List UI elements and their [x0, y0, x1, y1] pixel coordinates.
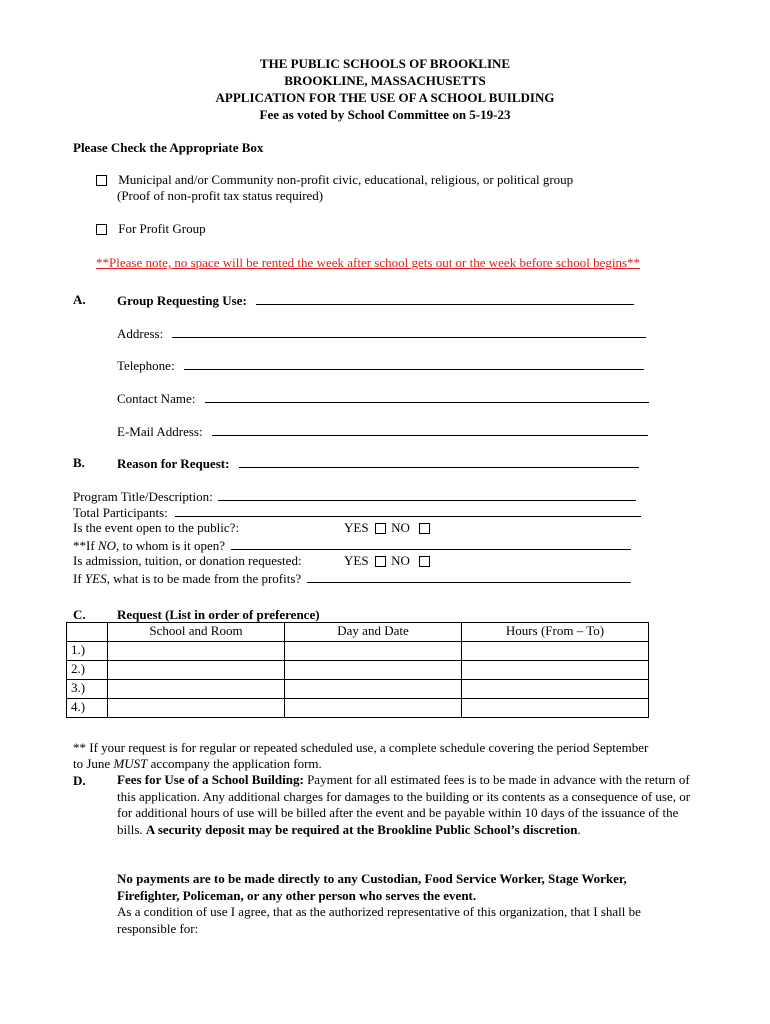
nonprofit-label: Municipal and/or Community non-profit civic, educational, religious, or political group: [118, 172, 574, 187]
admission-choices: [344, 553, 430, 569]
school-room-cell[interactable]: [108, 642, 285, 661]
open-yes-checkbox[interactable]: [375, 523, 386, 534]
title-line-4: Fee as voted by School Committee on 5-19-23: [259, 107, 511, 122]
schedule-note-prefix: to June: [73, 756, 114, 771]
title-line-3: APPLICATION FOR THE USE OF A SCHOOL BUILDING: [215, 90, 555, 105]
program-row: [73, 488, 636, 505]
school-room-cell[interactable]: [108, 699, 285, 718]
address-label: Address:: [117, 326, 164, 341]
if-yes-row: [73, 570, 631, 587]
forprofit-checkbox[interactable]: [96, 224, 107, 235]
reason-row: [117, 455, 639, 472]
title-line-2: BROOKLINE, MASSACHUSETTS: [284, 73, 486, 88]
rental-notice: **Please note, no space will be rented the week after school gets out or the week before school begins**: [96, 255, 641, 270]
schedule-note-suffix: accompany the application form.: [147, 756, 322, 771]
schedule-note-line-2: [73, 756, 322, 772]
day-date-cell[interactable]: [285, 642, 462, 661]
open-yes-label: YES: [344, 520, 369, 535]
email-row: [117, 423, 648, 440]
day-date-cell[interactable]: [285, 680, 462, 699]
admission-no-checkbox[interactable]: [419, 556, 430, 567]
schedule-note-emphasis: MUST: [113, 756, 148, 771]
hours-cell[interactable]: [462, 642, 649, 661]
hours-cell[interactable]: [462, 699, 649, 718]
header-school-room: School and Room: [108, 623, 285, 642]
nonprofit-checkbox[interactable]: [96, 175, 107, 186]
email-label: E-Mail Address:: [117, 424, 203, 439]
reason-label: Reason for Request:: [117, 456, 230, 471]
option-nonprofit: [96, 172, 573, 188]
header-hours: Hours (From – To): [462, 623, 649, 642]
if-no-prefix: **If: [73, 538, 98, 553]
section-b-letter: B.: [73, 455, 85, 470]
deposit-text: A security deposit may be required at the Brookline Public School’s discretion: [145, 821, 578, 837]
telephone-label: Telephone:: [117, 358, 175, 373]
request-row-4: [67, 699, 649, 718]
email-field[interactable]: [212, 423, 648, 436]
participants-row: [73, 504, 641, 521]
row-number: 4.): [67, 699, 108, 718]
forprofit-label: For Profit Group: [118, 221, 206, 236]
row-number: 3.): [67, 680, 108, 699]
row-number: 1.): [67, 642, 108, 661]
group-row: [117, 292, 634, 309]
nonprofit-note: (Proof of non-profit tax status required): [117, 188, 324, 203]
participants-label: Total Participants:: [73, 505, 168, 520]
request-row-3: [67, 680, 649, 699]
deposit-period: .: [577, 821, 581, 837]
request-row-1: [67, 642, 649, 661]
contact-label: Contact Name:: [117, 391, 196, 406]
if-no-field[interactable]: [231, 537, 631, 550]
if-no-suffix: , to whom is it open?: [115, 538, 226, 553]
day-date-cell[interactable]: [285, 699, 462, 718]
telephone-row: [117, 357, 644, 374]
school-room-cell[interactable]: [108, 661, 285, 680]
group-field[interactable]: [256, 292, 634, 305]
address-row: [117, 325, 646, 342]
section-d-letter: D.: [73, 773, 86, 788]
contact-row: [117, 390, 649, 407]
open-question: Is the event open to the public?:: [73, 520, 240, 535]
fees-body: Payment for all estimated fees is to be made in advance with the return of this application. Any additional charges for damages to the building or its contents as a consequence of use, or for additional hours of use will be billed after the event and be payable within 10 days of the issuance of the bills.: [117, 772, 691, 837]
program-label: Program Title/Description:: [73, 489, 213, 504]
if-no-row: [73, 537, 631, 554]
request-header-row: [67, 623, 649, 642]
address-field[interactable]: [172, 325, 646, 338]
header-day-date: Day and Date: [285, 623, 462, 642]
fees-paragraph: [117, 772, 699, 838]
section-a-letter: A.: [73, 292, 86, 307]
if-yes-suffix: , what is to be made from the profits?: [106, 571, 302, 586]
school-room-cell[interactable]: [108, 680, 285, 699]
contact-field[interactable]: [205, 390, 649, 403]
if-no-emphasis: NO: [97, 538, 116, 553]
if-yes-prefix: If: [73, 571, 85, 586]
fees-title: Fees for Use of a School Building:: [117, 772, 304, 787]
header-empty-cell: [67, 623, 108, 642]
telephone-field[interactable]: [184, 357, 644, 370]
program-field[interactable]: [218, 488, 636, 501]
day-date-cell[interactable]: [285, 661, 462, 680]
participants-field[interactable]: [175, 504, 641, 517]
admission-yes-checkbox[interactable]: [375, 556, 386, 567]
admission-yes-label: YES: [344, 553, 369, 568]
group-label: Group Requesting Use:: [117, 293, 247, 308]
hours-cell[interactable]: [462, 661, 649, 680]
condition-text: As a condition of use I agree, that as the authorized representative of this organization, that I shall be responsible for:: [117, 904, 641, 936]
admission-question: Is admission, tuition, or donation requested:: [73, 553, 302, 568]
section-c-title: Request (List in order of preference): [117, 607, 320, 622]
open-no-label: NO: [391, 520, 410, 535]
open-choices: [344, 520, 430, 536]
no-payments-notice: No payments are to be made directly to any Custodian, Food Service Worker, Stage Worker, Firefighter, Policeman, or any other person who serves the event.: [117, 871, 627, 903]
request-row-2: [67, 661, 649, 680]
option-forprofit: [96, 221, 206, 237]
hours-cell[interactable]: [462, 680, 649, 699]
admission-no-label: NO: [391, 553, 410, 568]
check-heading: Please Check the Appropriate Box: [73, 140, 264, 155]
open-no-checkbox[interactable]: [419, 523, 430, 534]
reason-field[interactable]: [239, 455, 639, 468]
title-line-1: THE PUBLIC SCHOOLS OF BROOKLINE: [259, 56, 511, 71]
section-c-letter: C.: [73, 607, 86, 622]
if-yes-field[interactable]: [307, 570, 631, 583]
schedule-note-line-1: ** If your request is for regular or repeated scheduled use, a complete schedule covering the period September: [73, 740, 649, 755]
row-number: 2.): [67, 661, 108, 680]
request-table: [66, 622, 649, 718]
if-yes-emphasis: YES: [84, 571, 107, 586]
